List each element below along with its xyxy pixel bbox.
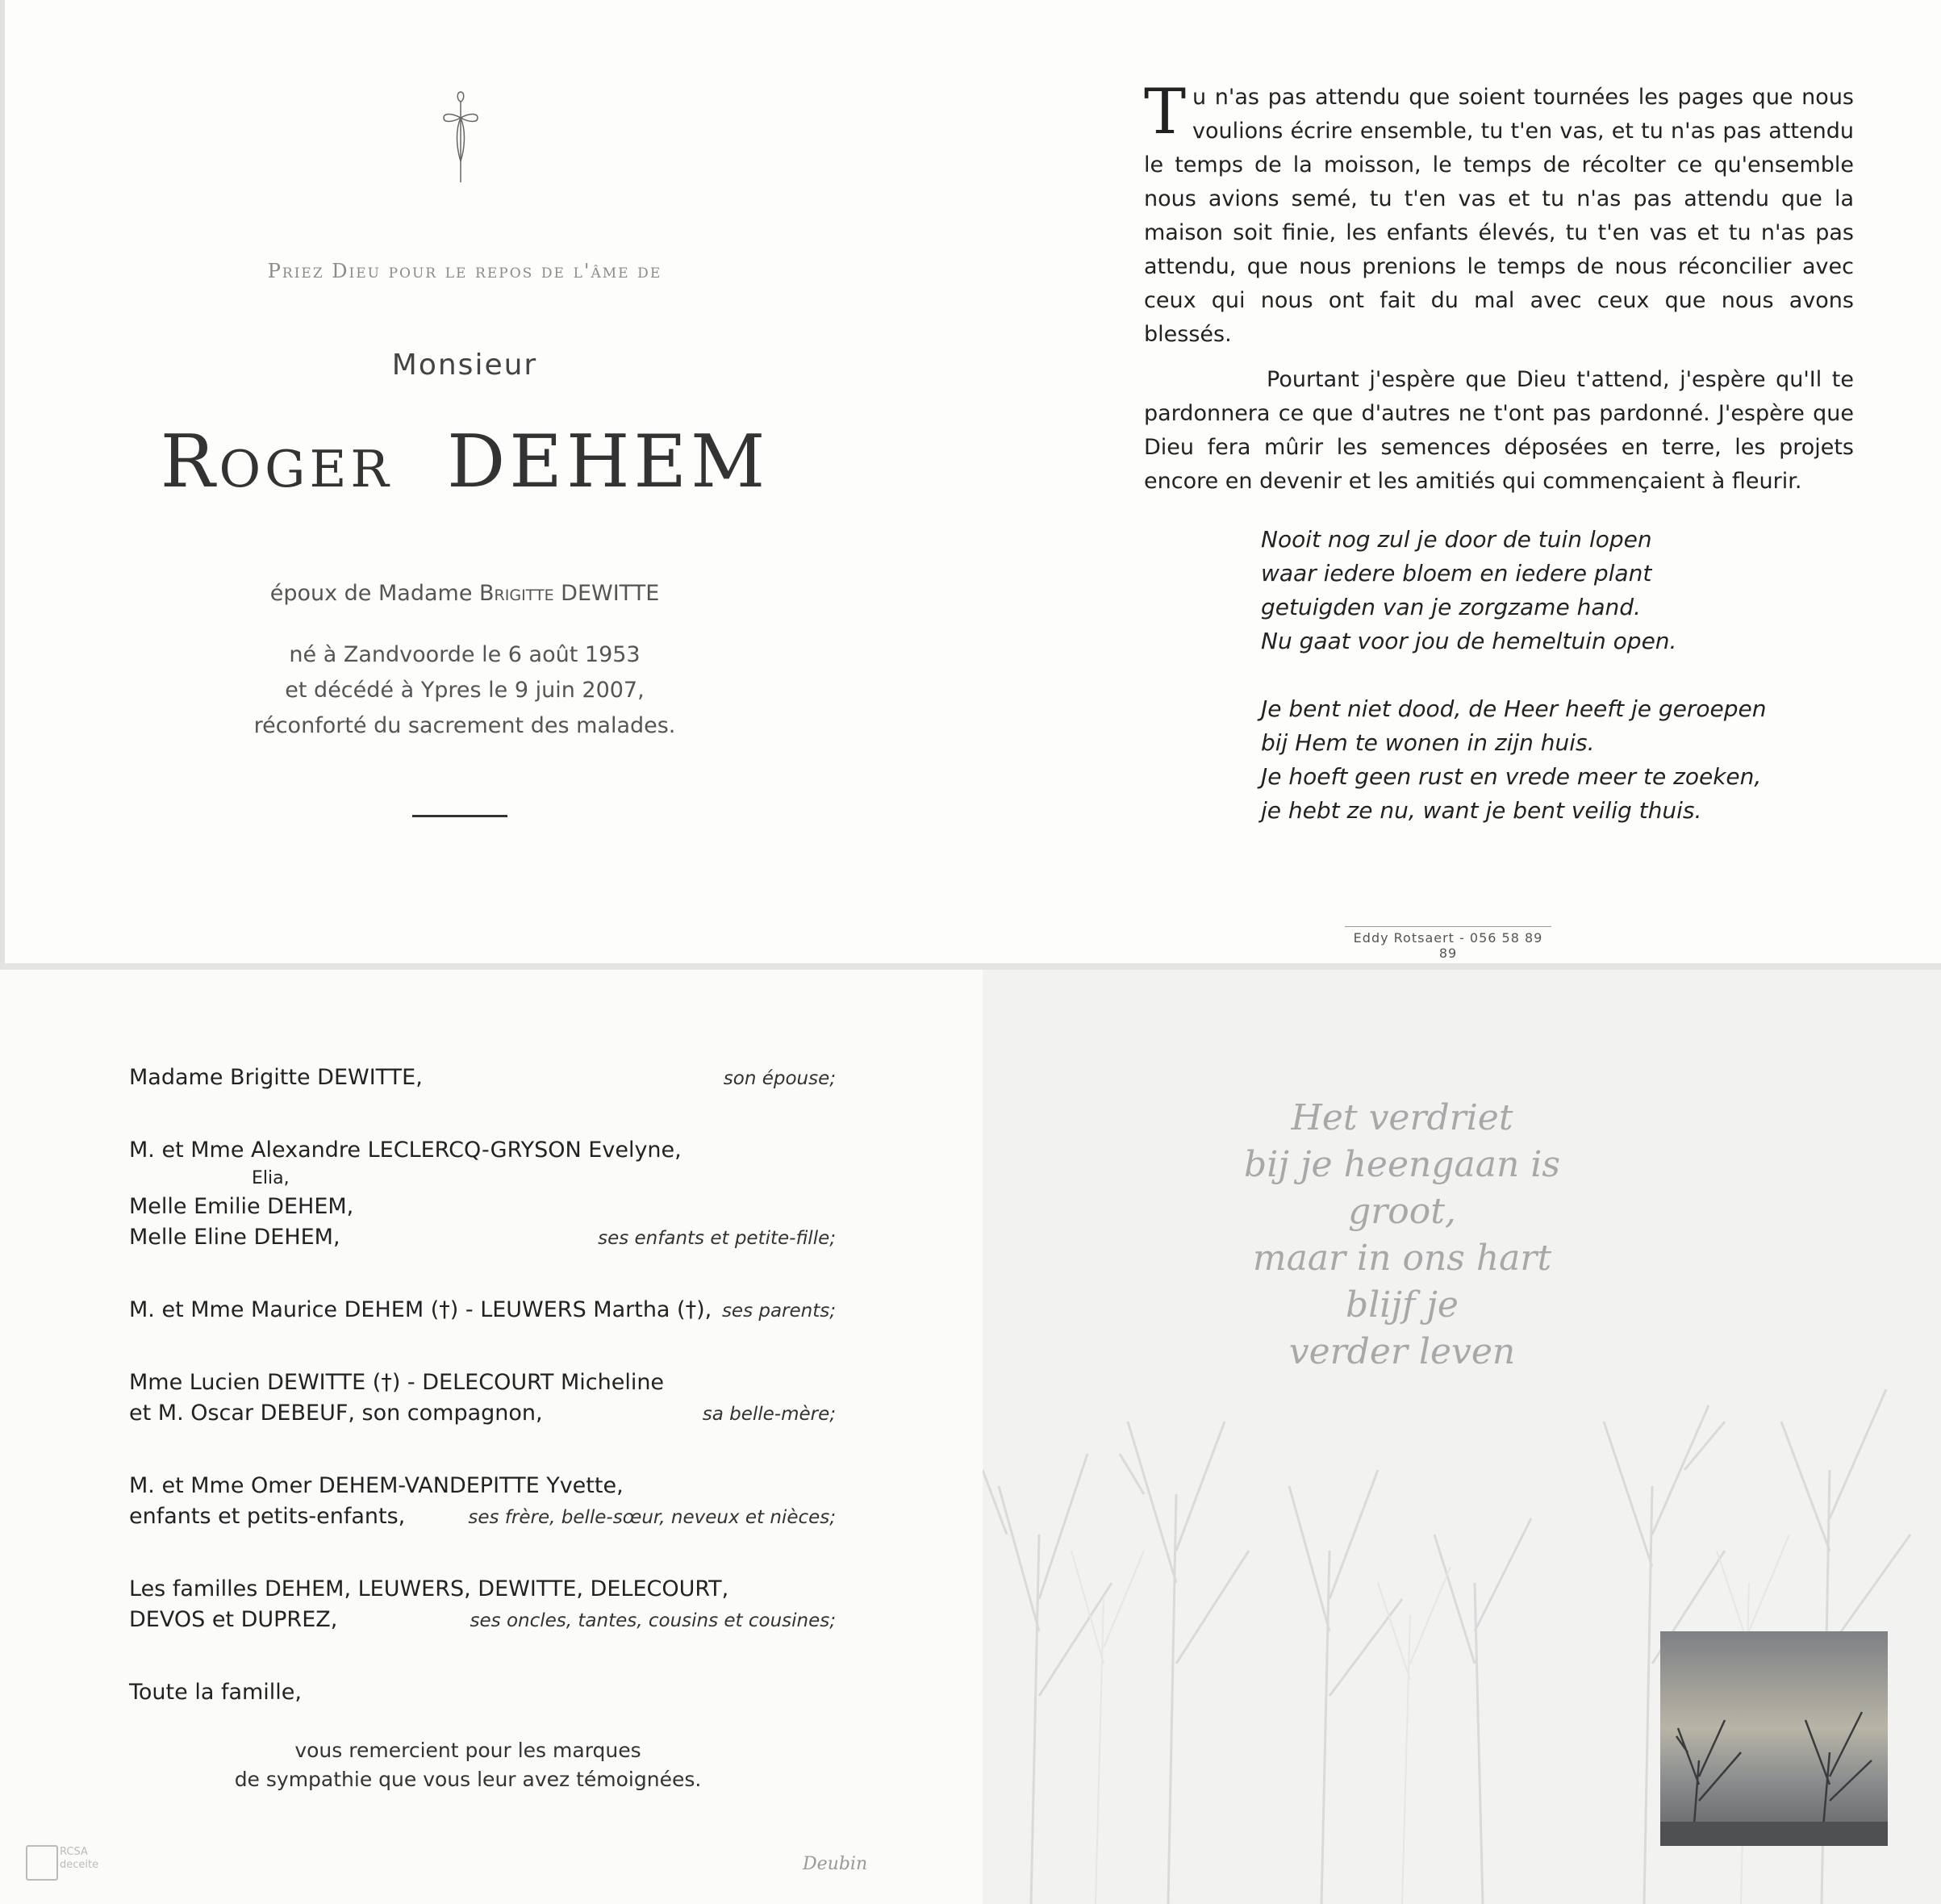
relation-label: ses frère, belle-sœur, neveux et nièces;: [468, 1507, 836, 1528]
relation-label: son épouse;: [723, 1068, 836, 1089]
family-group-children: M. et Mme Alexandre LECLERCQ-GRYSON Evelyne, Elia, Melle Emilie DEHEM, Melle Eline DEHEM, ses enfants et petite-fille;: [129, 1138, 836, 1250]
poem-paragraph-2: Pourtant j'espère que Dieu t'attend, j'espère qu'Il te pardonnera ce que d'autres ne t'ont pas pardonné. J'espère que Dieu fera mûrir les semences déposées en terre, les projets encore en devenir et les amitiés qui commençaient à fleurir.: [1144, 367, 1854, 494]
death-line: et décédé à Ypres le 9 juin 2007,: [285, 678, 645, 703]
relation-label: sa belle-mère;: [702, 1404, 836, 1425]
logo-text: RCSA deceite: [60, 1846, 99, 1871]
sacrament-line: réconforté du sacrement des malades.: [253, 713, 676, 738]
stanza-1: Nooit nog zul je door de tuin lopen waar iedere bloem en iedere plant getuigden van je zorgzame hand. Nu gaat voor jou de hemeltuin open.: [1261, 526, 1677, 654]
signature: Deubin: [803, 1854, 868, 1874]
stanza-2: Je bent niet dood, de Heer heeft je geroepen bij Hem te wonen in zijn huis. Je hoeft geen rust en vrede meer te zoeken, je hebt ze nu, want je bent veilig thuis.: [1261, 695, 1767, 824]
dutch-poem: [1261, 523, 1767, 862]
thanks-message: vous remercient pour les marques de sympathie que vous leur avez témoignées.: [234, 1739, 702, 1791]
family-group-mother-in-law: Mme Lucien DEWITTE (†) - DELECOURT Micheline et M. Oscar DEBEUF, son compagnon, sa belle-mère;: [129, 1370, 836, 1426]
back-quote: Het verdriet bij je heengaan is groot, maar in ons hart blijf je verder leven: [1244, 1097, 1560, 1372]
spouse-last-name: DEWITTE: [561, 581, 660, 606]
family-list: [129, 1065, 836, 1752]
honorific: Monsieur: [391, 349, 538, 382]
spouse-first-name: Brigitte: [479, 581, 554, 606]
printer-logo-icon: [26, 1845, 58, 1881]
french-poem: [1144, 76, 1854, 499]
last-name: DEHEM: [447, 420, 770, 504]
birth-line: né à Zandvoorde le 6 août 1953: [289, 642, 641, 667]
family-group-parents: M. et Mme Maurice DEHEM (†) - LEUWERS Martha (†), ses parents;: [129, 1297, 836, 1322]
card-front: [0, 0, 970, 965]
family-group-spouse: Madame Brigitte DEWITTE, son épouse;: [129, 1065, 836, 1090]
relation-label: ses oncles, tantes, cousins et cousines;: [470, 1610, 836, 1631]
spouse-line: époux de Madame Brigitte DEWITTE: [269, 581, 660, 606]
prayer-line: Priez Dieu pour le repos de l'âme de: [267, 260, 662, 282]
first-name: Roger: [160, 420, 393, 504]
printer-credit: Eddy Rotsaert - 056 58 89 89: [1345, 926, 1551, 961]
deceased-name: [5, 420, 925, 504]
family-group-all: Toute la famille,: [129, 1680, 302, 1705]
cross-icon: [440, 89, 481, 184]
family-group-brother: M. et Mme Omer DEHEM-VANDEPITTE Yvette, enfants et petits-enfants, ses frère, belle-sœur, neveux et nièces;: [129, 1473, 836, 1529]
ornament-divider: [412, 815, 507, 817]
poem-panel: [970, 0, 1941, 965]
poem-paragraph-1: Tu n'as pas attendu que soient tournées les pages que nous voulions écrire ensemble, tu t'en vas, et tu n'as pas attendu le temps de la moisson, le temps de récolter ce qu'ensemble nous avions semé, tu t'en vas et tu n'as pas attendu que la maison soit finie, les enfants élevés, tu t'en vas et tu n'as pas attendu, que nous prenions le temps de nous réconcilier avec ceux qui nous ont fait du mal avec ceux que nous avons blessés.: [1144, 76, 1854, 347]
drop-cap: T: [1144, 76, 1187, 148]
relation-label: ses enfants et petite-fille;: [598, 1228, 836, 1249]
relation-label: ses parents;: [721, 1301, 836, 1322]
life-dates: [5, 637, 925, 744]
family-panel: [0, 970, 983, 1904]
landscape-photo: [1660, 1631, 1888, 1846]
family-group-relatives: Les familles DEHEM, LEUWERS, DEWITTE, DELECOURT, DEVOS et DUPREZ, ses oncles, tantes, cousins et cousines;: [129, 1576, 836, 1632]
back-cover: [983, 970, 1941, 1904]
